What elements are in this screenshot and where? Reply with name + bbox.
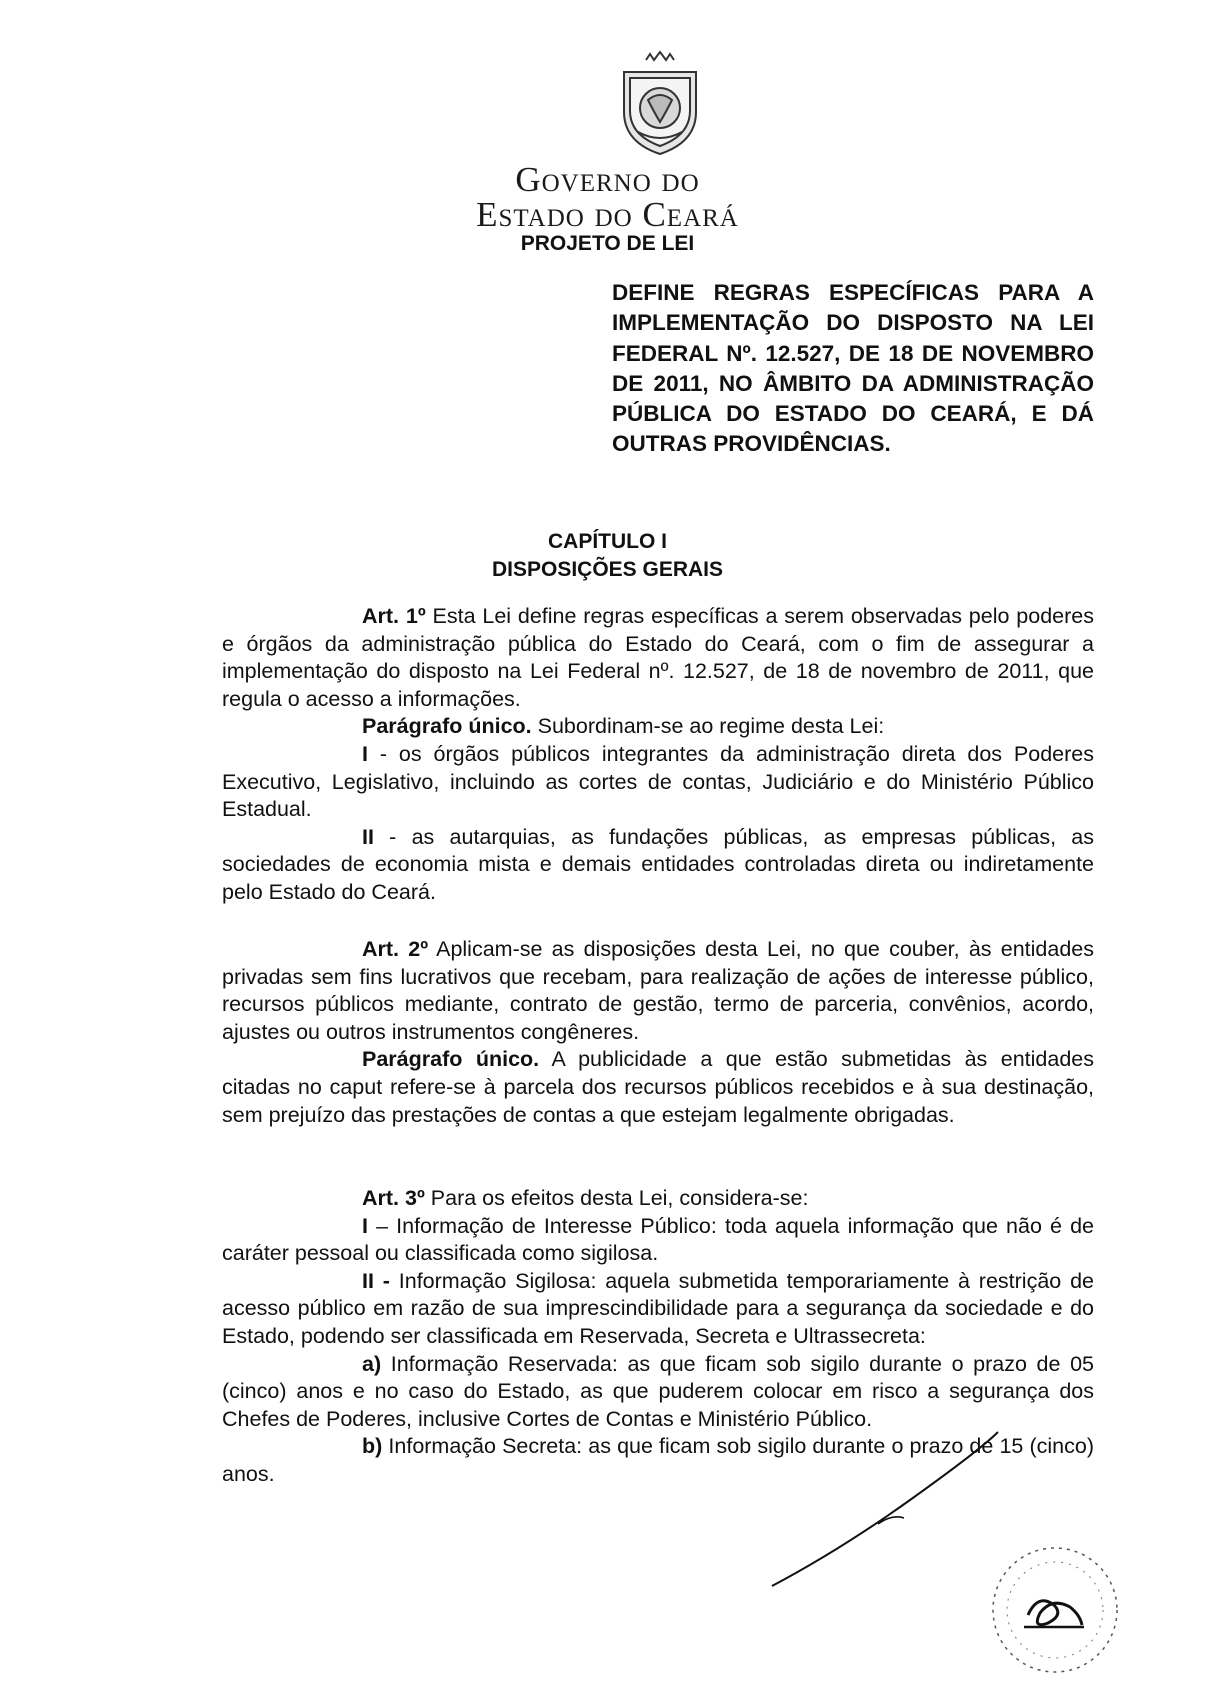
article-3-item-ii — [222, 1268, 1094, 1351]
article-1-block — [222, 603, 1094, 907]
article-3-text: Para os efeitos desta Lei, considera-se: — [424, 1186, 809, 1210]
article-1-sole-paragraph-label: Parágrafo único. — [362, 714, 532, 739]
article-3-item-b-label: b) — [362, 1434, 383, 1459]
article-1-item-ii-text: - as autarquias, as fundações públicas, as empresas públicas, as sociedades de economia mista e demais entidades controladas direta ou indiretamente pelo Estado do Ceará. — [222, 824, 1094, 904]
article-3-item-a — [222, 1351, 1094, 1434]
handwritten-signature-icon — [770, 1430, 1000, 1590]
chapter-subtitle: DISPOSIÇÕES GERAIS — [491, 558, 724, 581]
article-1-item-i-text: - os órgãos públicos integrantes da administração direta dos Poderes Executivo, Legislativo, incluindo as cortes de contas, Judiciário e do Ministério Público Estadual. — [222, 741, 1094, 822]
article-2-sole-paragraph-text: A publicidade a que estão submetidas às entidades citadas no caput refere-se à parcela dos recursos públicos recebidos e à sua destinação, sem prejuízo das prestações de contas a que estejam legalmente obrigadas. — [222, 1047, 1094, 1127]
article-3-label: Art. 3º — [362, 1186, 425, 1210]
article-3-item-b-text: Informação Secreta: as que ficam sob sigilo durante o prazo de 15 (cinco) anos. — [222, 1434, 1094, 1486]
article-3-item-i-text: – Informação de Interesse Público: toda aquela informação que não é de caráter pessoal ou classificada como sigilosa. — [222, 1213, 1094, 1266]
chapter-title: CAPÍTULO I — [548, 530, 667, 553]
article-2-text: Aplicam-se as disposições desta Lei, no que couber, às entidades privadas sem fins lucrativos que recebam, para realização de ações de interesse público, recursos públicos mediante, contrato de gestão, termo de parceria, convênios, acordo, ajustes ou outros instrumentos congêneres. — [222, 937, 1095, 1044]
article-3-paragraph — [222, 1185, 1094, 1213]
article-3-item-i-label: I — [362, 1213, 368, 1238]
article-3-item-a-text: Informação Reservada: as que ficam sob sigilo durante o prazo de 05 (cinco) anos e no caso do Estado, as que puderem colocar em risco a segurança dos Chefes de Poderes, inclusive Cortes de Contas e Ministério Público. — [222, 1351, 1094, 1431]
article-2-sole-paragraph-label: Parágrafo único. — [362, 1047, 540, 1072]
government-header-line2: Estado do Ceará — [476, 195, 739, 234]
article-1-label: Art. 1º — [362, 604, 426, 628]
article-3-item-ii-label: II - — [362, 1268, 390, 1293]
state-coat-of-arms-icon — [612, 50, 708, 158]
article-2-block — [222, 936, 1094, 1129]
article-1-paragraph — [222, 603, 1094, 713]
article-1-text: Esta Lei define regras específicas a serem observadas pelo poderes e órgãos da administração pública do Estado do Ceará, com o fim de assegurar a implementação do disposto na Lei Federal nº. 12.527, de 18 de novembro de 2011, que regula o acesso a informações. — [222, 604, 1094, 711]
article-1-sole-paragraph-text: Subordinam-se ao regime desta Lei: — [531, 714, 885, 739]
document-type-title: PROJETO DE LEI — [520, 232, 695, 255]
article-1-item-ii — [222, 824, 1094, 907]
article-2-label: Art. 2º — [362, 937, 429, 961]
article-2-paragraph — [222, 936, 1094, 1046]
article-3-item-i — [222, 1213, 1094, 1268]
article-1-item-ii-label: II — [362, 824, 374, 849]
article-2-sole-paragraph — [222, 1046, 1094, 1129]
article-1-sole-paragraph — [222, 713, 1094, 741]
article-3-item-a-label: a) — [362, 1351, 382, 1376]
bill-summary: DEFINE REGRAS ESPECÍFICAS PARA A IMPLEMENTAÇÃO DO DISPOSTO NA LEI FEDERAL Nº. 12.527, DE 18 DE NOVEMBRO DE 2011, NO ÂMBITO DA ADMINISTRAÇÃO PÚBLICA DO ESTADO DO CEARÁ, E DÁ OUTRAS PROVIDÊNCIAS. — [612, 280, 1094, 457]
article-1-item-i — [222, 741, 1094, 824]
government-header-line1: Governo do — [515, 160, 700, 199]
rubric-stamp-icon — [980, 1535, 1130, 1685]
article-1-item-i-label: I — [362, 741, 368, 766]
article-3-item-ii-text: Informação Sigilosa: aquela submetida temporariamente à restrição de acesso público em razão de sua imprescindibilidade para a segurança da sociedade e do Estado, podendo ser classificada em Reservada, Secreta e Ultrassecreta: — [222, 1268, 1094, 1348]
